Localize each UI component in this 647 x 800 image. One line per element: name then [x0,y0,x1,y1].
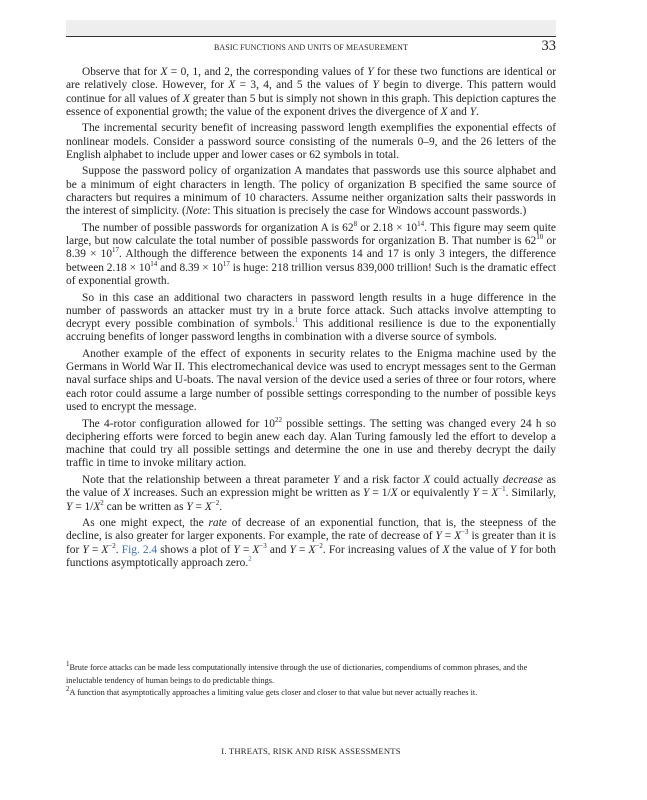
body-text [66,66,556,573]
footnote-ref-1[interactable]: 1 [294,316,299,325]
paragraph-1: Observe that for X = 0, 1, and 2, the corresponding values of Y for these two functions are identical or are relatively close. However, for X = 3, 4, and 5 the values of Y begin to diverge. This pattern would continue for all values of X greater than 5 but is simply not shown in this graph. This depiction captures the essence of exponential growth; the value of the exponent drives the divergence of X and Y. [66,66,556,118]
paragraph-4: The number of possible passwords for organization A is $62^8$ or $2.18 \times 10^{14}$. This figure may seem quite large, but now calculate the total number of possible passwords for organization B. That number is $62^{10}$ or $8.39 \times 10^{17}$. Although the difference between the exponents 14 and 17 is only 3 integers, the difference between $2.18 \times 10^{14}$ and $8.39 \times 10^{17}$ is huge: 218 trillion versus 839,000 trillion! Such is the dramatic effect of exponential growth. [66,220,556,288]
running-header [66,40,556,54]
page-number: 33 [541,38,556,54]
paragraph-6: Another example of the effect of exponents in security relates to the Enigma machine used by the Germans in World War II. This electromechanical device was used to encrypt messages sent to the German naval surface ships and U-boats. The naval version of the device used a series of three or four rotors, where each rotor could assume a large number of possible settings corresponding to the number of possible keys used to encrypt the message. [66,347,556,414]
figure-link[interactable]: Fig. 2.4 [121,543,158,556]
footnote-ref-2[interactable]: 2 [248,555,252,564]
paragraph-3: Suppose the password policy of organization A mandates that passwords use this source alphabet and be a minimum of eight characters in length. The policy of organization B specified the same source of characters but requires a minimum of 10 characters. Assume neither organization salts their passwords in the interest of simplicity. (Note: This situation is precisely the case for Windows account passwords.) [66,165,556,218]
running-title: BASIC FUNCTIONS AND UNITS OF MEASUREMENT [213,43,409,52]
page-footer: I. THREATS, RISK AND RISK ASSESSMENTS [221,746,401,756]
footnotes [66,662,556,700]
footnote-mark: 2 [66,685,70,694]
top-band [66,20,556,36]
header-rule [66,36,556,37]
footnote-mark: 1 [66,660,70,669]
paragraph-9: As one might expect, the rate of decrease of an exponential function, that is, the steepness of the decline, is also greater for larger exponents. For example, the rate of decrease of $Y = X^{-3}$ is greater than it is for $Y = X^{-2}$. Fig. 2.4 shows a plot of $Y = X^{-3}$ and $Y = X^{-2}$. For increasing values of X the value of Y for both functions asymptotically approach zero.$^2$ [66,517,556,569]
paragraph-8: Note that the relationship between a threat parameter Y and a risk factor X could actually decrease as the value of X increases. Such an expression might be written as Y = 1/X or equivalently $Y = X^{-1}$. Similarly, $Y = 1/X^2$ can be written as $Y = X^{-2}$. [66,473,556,513]
paragraph-7: The 4-rotor configuration allowed for $10^{22}$ possible settings. The setting was changed every 24 h so deciphering efforts were forced to begin anew each day. Alan Turing famously led the effort to develop a machine that could try all possible settings and determine the one in use and thereby decrypt the daily traffic in time to invoke military action. [66,415,557,470]
paragraph-2: The incremental security benefit of increasing password length exemplifies the exponential effects of nonlinear models. Consider a password source consisting of the numerals 0–9, and the 26 letters of the English alphabet to include upper and lower cases or 62 symbols in total. [66,122,556,161]
footnote-2: $^2$A function that asymptotically approaches a limiting value gets closer and closer to that value but never actually reaches it. [66,685,478,697]
paragraph-5: So in this case an additional two characters in password length results in a huge difference in the number of passwords an attacker must try in a brute force attack. Such attacks involve attempting to decrypt every possible combination of symbols.$^1$ This additional resilience is due to the exponentially accruing benefits of longer password lengths in combination with a diverse source of symbols. [66,291,556,344]
footnote-1: $^1$Brute force attacks can be made less computationally intensive through the use of dictionaries, compendiums of common phrases, and the ineluctable tendency of human beings to do predictable things. [66,660,528,685]
